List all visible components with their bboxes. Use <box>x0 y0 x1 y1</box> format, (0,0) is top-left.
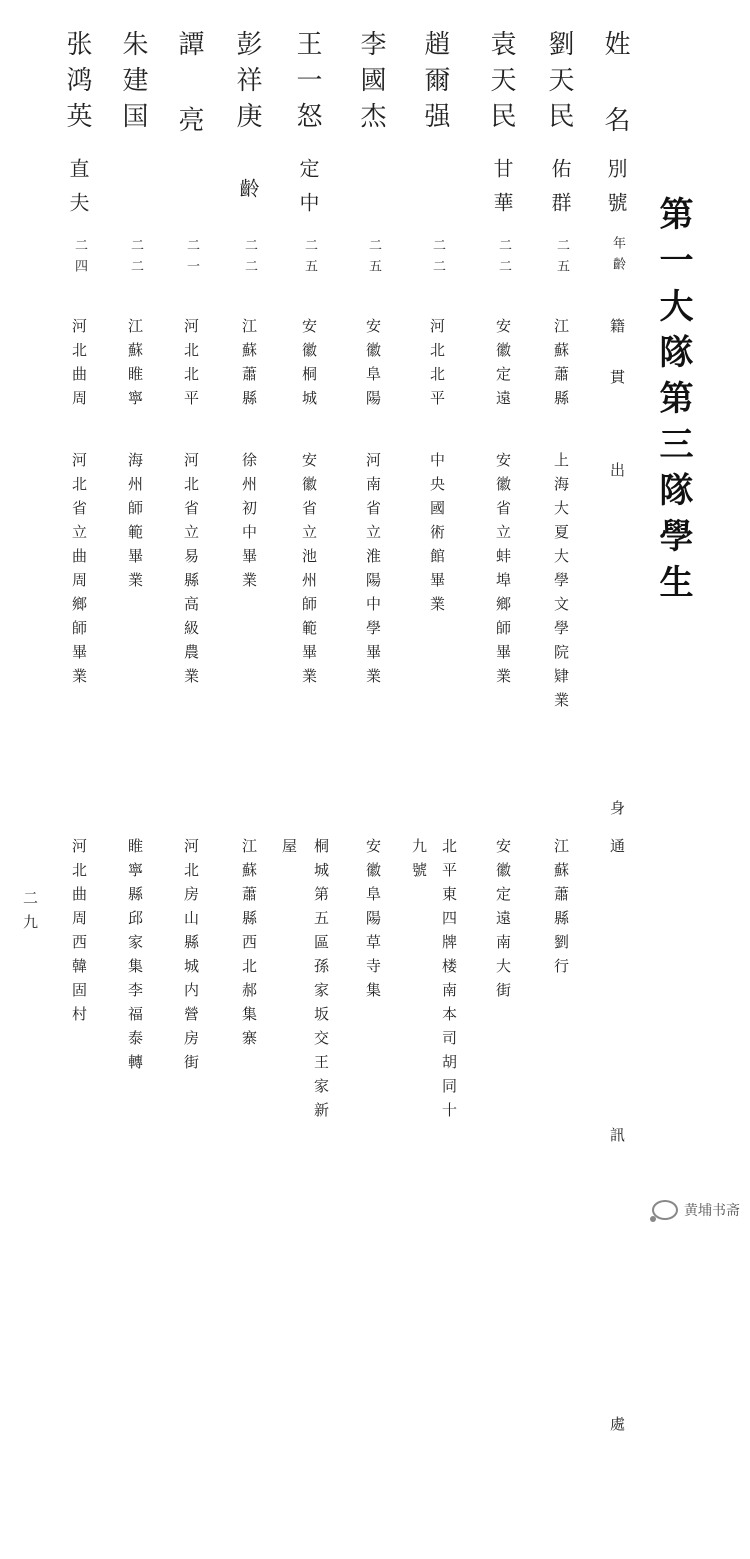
student-age: 二二 <box>430 238 445 280</box>
header-age: 年齡 <box>610 236 625 278</box>
header-native: 籍 貫 <box>608 318 626 393</box>
student-name: 譚 亮 <box>174 30 204 142</box>
student-alias: 直夫 <box>66 158 90 226</box>
student-native: 江蘇睢寧 <box>126 318 144 414</box>
student-origin: 安徽省立蚌埠鄉師畢業 <box>494 452 512 692</box>
student-age: 二四 <box>72 238 87 280</box>
student-origin: 河北省立易縣高級農業 <box>182 452 200 692</box>
student-native: 安徽定遠 <box>494 318 512 414</box>
student-name: 趙爾强 <box>420 30 450 138</box>
watermark <box>652 1200 740 1220</box>
student-address: 北平東四牌楼南本司胡同十 <box>440 838 458 1126</box>
student-native: 安徽桐城 <box>300 318 318 414</box>
student-alias: 佑群 <box>548 158 572 226</box>
student-native: 河北北平 <box>428 318 446 414</box>
header-origin: 出 <box>608 462 626 486</box>
student-address: 河北曲周西韓固村 <box>70 838 88 1030</box>
student-address: 安徽阜陽草寺集 <box>364 838 382 1006</box>
student-address: 江蘇蕭縣劉行 <box>552 838 570 982</box>
student-name: 劉天民 <box>544 30 574 138</box>
header-name: 姓 名 <box>600 30 630 142</box>
student-alias: 齡 <box>236 178 260 212</box>
student-age: 二五 <box>366 238 381 280</box>
student-name: 袁天民 <box>486 30 516 138</box>
page-title: 第一大隊第三隊學生 <box>653 196 693 610</box>
student-origin: 河南省立淮陽中學畢業 <box>364 452 382 692</box>
student-native: 江蘇蕭縣 <box>240 318 258 414</box>
student-address-cont: 九號 <box>410 838 428 886</box>
student-origin: 河北省立曲周鄉師畢業 <box>70 452 88 692</box>
student-age: 二一 <box>184 238 199 280</box>
student-age: 二二 <box>242 238 257 280</box>
student-name: 彭祥庚 <box>232 30 262 138</box>
student-age: 二二 <box>128 238 143 280</box>
student-native: 河北曲周 <box>70 318 88 414</box>
student-address: 河北房山縣城内營房街 <box>182 838 200 1078</box>
student-address-cont: 屋 <box>280 838 298 862</box>
student-alias: 甘華 <box>490 158 514 226</box>
student-alias: 定中 <box>296 158 320 226</box>
student-native: 江蘇蕭縣 <box>552 318 570 414</box>
student-address: 桐城第五區孫家坂交王家新 <box>312 838 330 1126</box>
header-alias: 別號 <box>604 158 628 226</box>
header-identity: 身 <box>608 800 626 824</box>
student-name: 王一怒 <box>292 30 322 138</box>
student-origin: 海州師範畢業 <box>126 452 144 596</box>
student-age: 二五 <box>554 238 569 280</box>
student-address: 睢寧縣邱家集李福泰轉 <box>126 838 144 1078</box>
header-address: 通 訊 處 <box>608 838 626 1559</box>
page-number: 二九 <box>21 890 39 938</box>
watermark-text: 黄埔书斋 <box>684 1203 740 1219</box>
wechat-icon <box>652 1200 678 1220</box>
student-origin: 安徽省立池州師範畢業 <box>300 452 318 692</box>
student-origin: 徐州初中畢業 <box>240 452 258 596</box>
student-address: 江蘇蕭縣西北郝集寨 <box>240 838 258 1054</box>
student-name: 李國杰 <box>356 30 386 138</box>
student-native: 安徽阜陽 <box>364 318 382 414</box>
student-name: 朱建国 <box>118 30 148 138</box>
student-origin: 中央國術館畢業 <box>428 452 446 620</box>
student-age: 二五 <box>302 238 317 280</box>
student-age: 二二 <box>496 238 511 280</box>
student-name: 张鸿英 <box>62 30 92 138</box>
student-native: 河北北平 <box>182 318 200 414</box>
student-origin: 上海大夏大學文學院肄業 <box>552 452 570 716</box>
student-address: 安徽定遠南大街 <box>494 838 512 1006</box>
